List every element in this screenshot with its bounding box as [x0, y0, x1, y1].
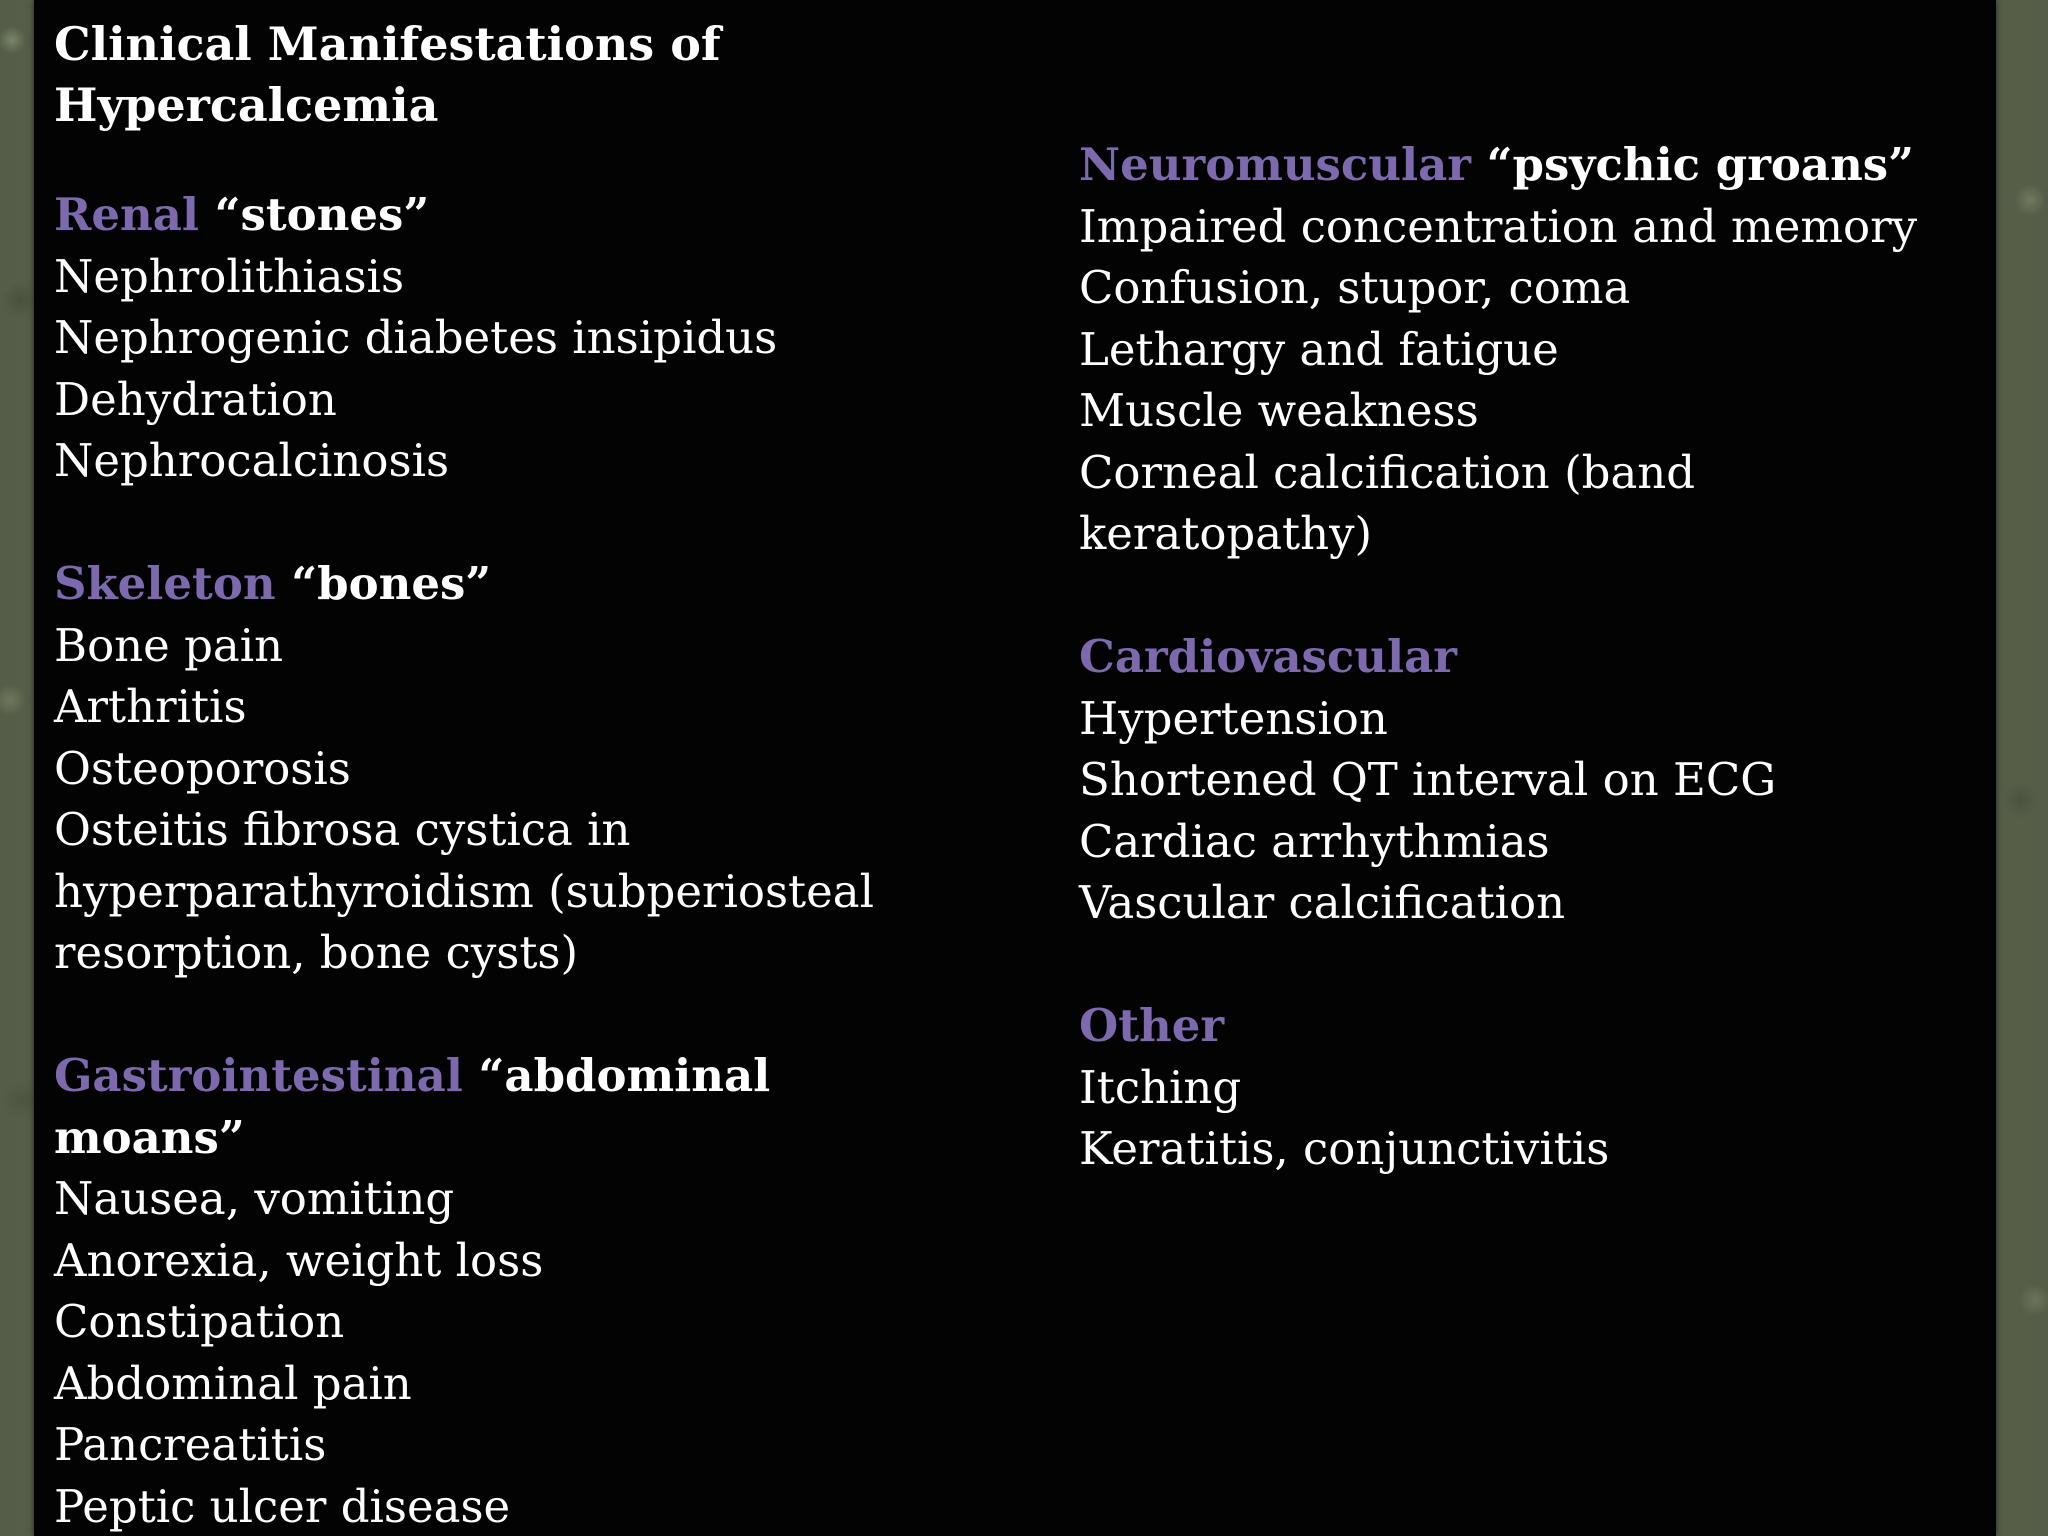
title-line-2: Hypercalcemia	[54, 78, 439, 132]
list-item: Muscle weakness	[1079, 384, 1479, 437]
nickname-label-continued: moans”	[54, 1110, 245, 1164]
section-gastrointestinal	[54, 1045, 1054, 1536]
list-item: Osteoporosis	[54, 741, 351, 795]
list-item: Bone pain	[54, 618, 284, 672]
list-item: Corneal calcification (band	[1079, 445, 1696, 499]
nickname-label: “bones”	[291, 557, 492, 610]
section-heading	[1079, 626, 1979, 688]
category-label: Gastrointestinal	[54, 1049, 463, 1102]
section-heading	[54, 553, 1054, 615]
section-heading	[1079, 134, 1979, 196]
list-item: Cardiac arrhythmias	[1079, 814, 1550, 868]
list-item: Lethargy and fatigue	[1079, 322, 1559, 376]
section-neuromuscular	[1079, 134, 1979, 565]
section-heading	[54, 1045, 1054, 1107]
list-item: Arthritis	[54, 680, 247, 733]
section-skeleton	[54, 553, 1054, 984]
list-item: Dehydration	[54, 372, 337, 426]
section-heading	[1079, 995, 1979, 1057]
list-item: Nephrocalcinosis	[54, 434, 450, 487]
section-heading	[54, 184, 1054, 246]
list-item: Shortened QT interval on ECG	[1079, 753, 1777, 806]
section-cardiovascular	[1079, 626, 1979, 934]
category-label: Cardiovascular	[1079, 630, 1457, 683]
section-other	[1079, 995, 1979, 1180]
section-heading-continued	[54, 1107, 1054, 1169]
nickname-label: “psychic groans”	[1486, 138, 1915, 191]
section-renal	[54, 184, 1054, 492]
list-item: Nephrolithiasis	[54, 249, 405, 303]
list-item: Nephrogenic diabetes insipidus	[54, 311, 778, 364]
category-label: Neuromuscular	[1079, 138, 1471, 191]
list-item: Keratitis, conjunctivitis	[1079, 1122, 1610, 1175]
category-label: Skeleton	[54, 557, 276, 610]
list-item: hyperparathyroidism (subperiosteal	[54, 864, 874, 918]
category-label: Renal	[54, 188, 199, 241]
list-item: Pancreatitis	[54, 1418, 327, 1471]
list-item: Vascular calcification	[1079, 876, 1566, 929]
list-item: Impaired concentration and memory	[1079, 199, 1918, 253]
list-item: Nausea, vomiting	[54, 1172, 455, 1225]
left-column	[54, 0, 1054, 1536]
category-label: Other	[1079, 999, 1225, 1052]
list-item: Hypertension	[1079, 691, 1388, 745]
nickname-label: “stones”	[214, 188, 430, 241]
slide	[34, 0, 1996, 1536]
list-item: Peptic ulcer disease	[54, 1479, 511, 1533]
list-item: keratopathy)	[1079, 507, 1373, 560]
list-item: Osteitis fibrosa cystica in	[54, 803, 631, 856]
list-item: Anorexia, weight loss	[54, 1233, 544, 1287]
nickname-label: “abdominal	[478, 1049, 771, 1102]
list-item: Itching	[1079, 1060, 1242, 1114]
title-line-1: Clinical Manifestations of	[54, 17, 721, 71]
list-item: Abdominal pain	[54, 1356, 412, 1410]
list-item: Constipation	[54, 1295, 345, 1348]
right-column	[1079, 0, 1979, 1180]
list-item: Confusion, stupor, coma	[1079, 261, 1631, 314]
list-item: resorption, bone cysts)	[54, 926, 579, 979]
